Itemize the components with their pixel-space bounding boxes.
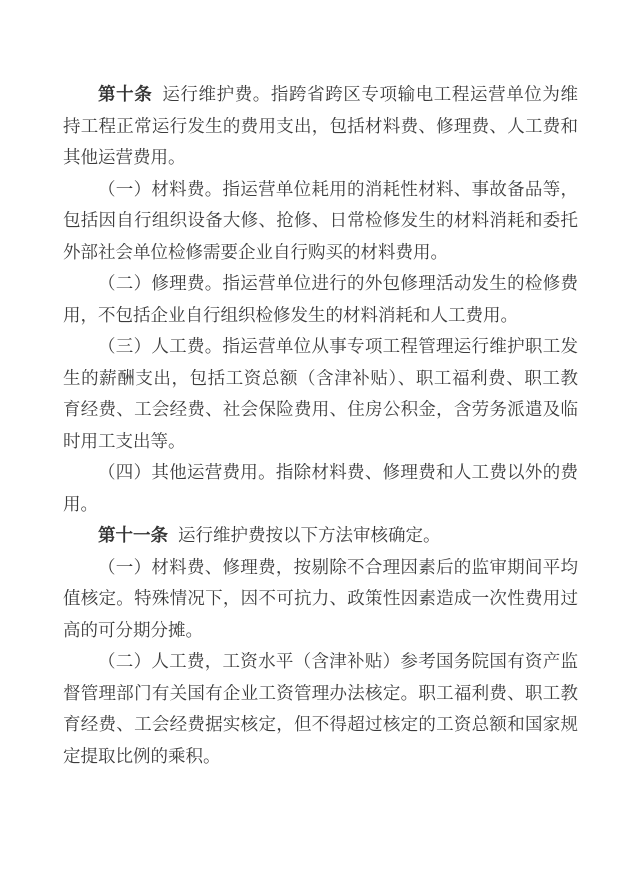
paragraph-item-3-labor-fee xyxy=(63,331,578,457)
paragraph-text: 运行维护费。指跨省跨区专项输电工程运营单位为维持工程正常运行发生的费用支出，包括材料费、修理费、人工费和其他运营费用。 xyxy=(63,84,579,167)
paragraph-item-1-material-fee xyxy=(63,174,578,269)
paragraph-text: （一）材料费、修理费，按剔除不合理因素后的监审期间平均值核定。特殊情况下，因不可抗力、政策性因素造成一次性费用过高的可分期分摊。 xyxy=(63,556,578,640)
article-number-label: 第十一条 xyxy=(98,525,168,545)
paragraph-text: （三）人工费。指运营单位从事专项工程管理运行维护职工发生的薪酬支出，包括工资总额（含津补贴）、职工福利费、职工教育经费、工会经费、社会保险费用、住房公积金，含劳务派遣及临时用工支出等。 xyxy=(63,336,578,451)
paragraph-text: （一）材料费。指运营单位耗用的消耗性材料、事故备品等，包括因自行组织设备大修、抢修、日常检修发生的材料消耗和委托外部社会单位检修需要企业自行购买的材料费用。 xyxy=(63,178,578,262)
paragraph-article-10 xyxy=(63,79,578,174)
paragraph-text: （四）其他运营费用。指除材料费、修理费和人工费以外的费用。 xyxy=(63,462,578,514)
paragraph-item-4-other-fee xyxy=(63,457,578,520)
paragraph-article-11 xyxy=(63,520,578,552)
paragraph-text: （二）修理费。指运营单位进行的外包修理活动发生的检修费用，不包括企业自行组织检修发生的材料消耗和人工费用。 xyxy=(63,273,578,325)
paragraph-item-2-repair-fee xyxy=(63,268,578,331)
paragraph-text: 运行维护费按以下方法审核确定。 xyxy=(178,525,441,545)
article-number-label: 第十条 xyxy=(98,84,153,104)
paragraph-text: （二）人工费，工资水平（含津补贴）参考国务院国有资产监督管理部门有关国有企业工资管理办法核定。职工福利费、职工教育经费、工会经费据实核定，但不得超过核定的工资总额和国家规定提取比例的乘积。 xyxy=(63,651,578,766)
paragraph-item-1-verification xyxy=(63,552,578,647)
paragraph-item-2-wage-verification xyxy=(63,646,578,772)
